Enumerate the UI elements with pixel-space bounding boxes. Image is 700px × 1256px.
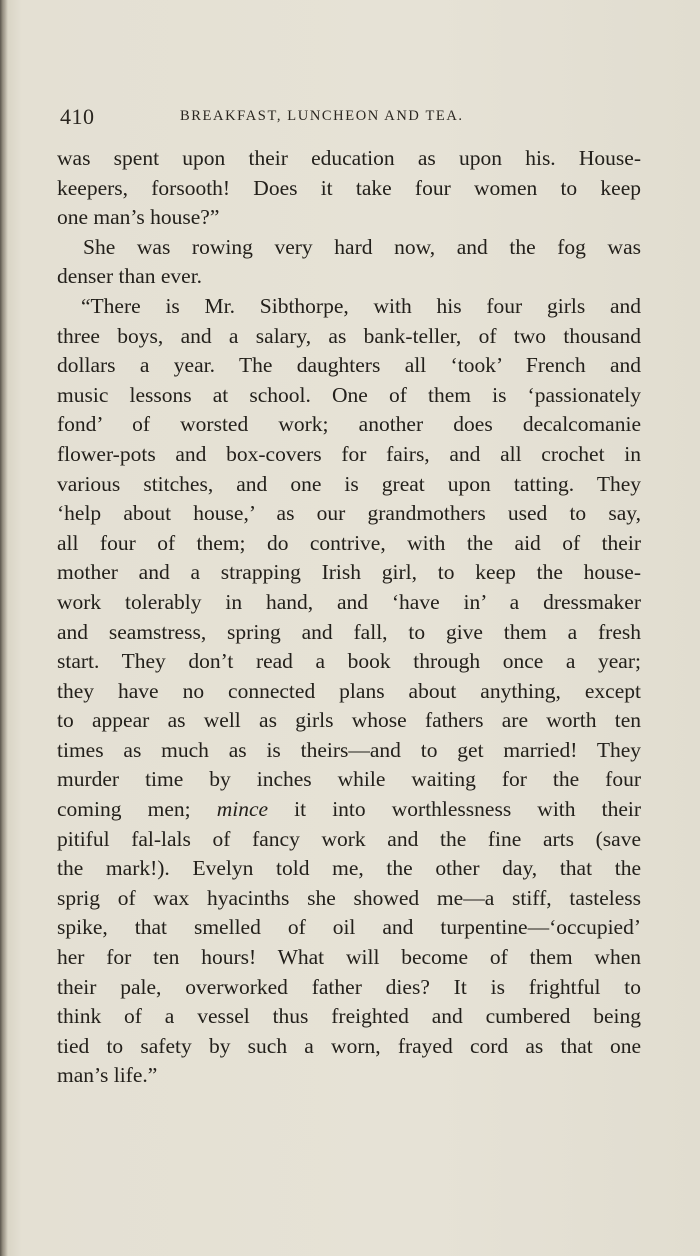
text-line: She was rowing very hard now, and the fog was — [83, 234, 641, 259]
binding-shadow — [0, 0, 8, 1256]
text-line: man’s life.” — [57, 1063, 158, 1088]
running-head — [60, 104, 640, 134]
text-line: work tolerably in hand, and ‘have in’ a dressmaker — [57, 589, 641, 614]
text-line: keepers, forsooth! Does it take four women to keep — [57, 175, 641, 200]
text-segment: it into worthlessness with their — [294, 797, 642, 822]
text-line: and seamstress, spring and fall, to give them a fresh — [57, 619, 641, 644]
text-line: music lessons at school. One of them is ‘passionately — [57, 382, 641, 407]
text-line: dollars a year. The daughters all ‘took’ French and — [57, 353, 641, 378]
text-line: spike, that smelled of oil and turpentine—‘occupied’ — [57, 915, 641, 940]
text-line: start. They don’t read a book through once a year; — [57, 649, 641, 674]
text-line: fond’ of worsted work; another does decalcomanie — [57, 412, 641, 437]
text-line: was spent upon their education as upon his. House- — [57, 146, 641, 170]
text-line: tied to safety by such a worn, frayed cord as that one — [57, 1033, 641, 1058]
text-line: denser than ever. — [57, 264, 203, 289]
text-line: various stitches, and one is great upon tatting. They — [57, 471, 641, 496]
text-line: ‘help about house,’ as our grandmothers used to say, — [57, 501, 641, 526]
text-line: flower-pots and box-covers for fairs, and all crochet in — [57, 441, 641, 466]
text-line: the mark!). Evelyn told me, the other day, that the — [57, 856, 641, 881]
running-head-title: BREAKFAST, LUNCHEON AND TEA. — [180, 108, 464, 124]
text-line: “There is Mr. Sibthorpe, with his four girls and — [81, 293, 641, 318]
text-line: her for ten hours! What will become of them when — [57, 945, 641, 970]
text-line: three boys, and a salary, as bank-teller, of two thousand — [57, 323, 641, 348]
text-line: all four of them; do contrive, with the aid of their — [57, 530, 641, 555]
text-line: sprig of wax hyacinths she showed me—a stiff, tasteless — [57, 885, 641, 910]
text-line-with-italic — [57, 795, 641, 825]
text-segment: coming men; — [57, 797, 191, 822]
text-line: one man’s house?” — [57, 205, 220, 230]
text-line: think of a vessel thus freighted and cumbered being — [57, 1004, 641, 1029]
text-line: to appear as well as girls whose fathers are worth ten — [57, 708, 641, 733]
text-line: murder time by inches while waiting for the four — [57, 767, 641, 792]
page-number: 410 — [60, 104, 95, 129]
text-line: times as much as is theirs—and to get married! They — [57, 737, 641, 762]
text-line: their pale, overworked father dies? It is frightful to — [57, 974, 641, 999]
text-line: mother and a strapping Irish girl, to keep the house- — [57, 560, 641, 585]
text-line: pitiful fal-lals of fancy work and the fine arts (save — [57, 826, 641, 851]
italic-word: mince — [216, 797, 269, 822]
text-line: they have no connected plans about anything, except — [57, 678, 641, 703]
page-body — [57, 144, 641, 1091]
